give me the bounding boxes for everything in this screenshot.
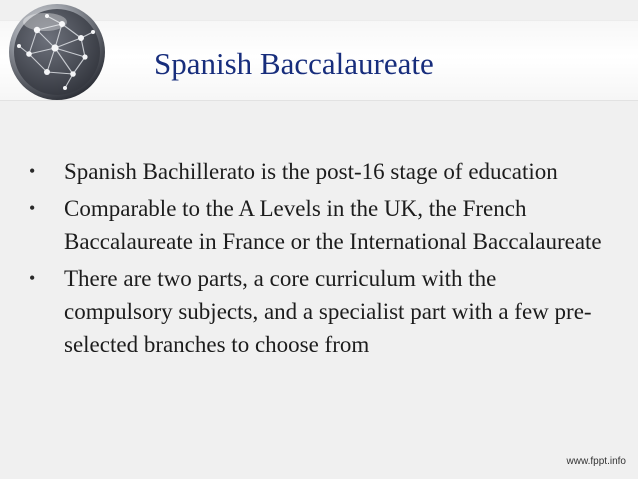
footer-credit: www.fppt.info <box>566 456 626 467</box>
bullet-item <box>0 192 638 258</box>
bullet-item <box>0 155 638 188</box>
bullet-dot-icon: • <box>29 161 36 181</box>
bullet-list <box>0 155 638 365</box>
network-globe-icon <box>7 2 107 102</box>
bullet-text: Comparable to the A Levels in the UK, the French Baccalaureate in France or the International Baccalaureate <box>64 196 602 254</box>
bullet-dot-icon: • <box>29 268 36 288</box>
bullet-dot-icon: • <box>29 198 36 218</box>
bullet-item <box>0 262 638 361</box>
slide-title: Spanish Baccalaureate <box>154 46 434 81</box>
bullet-text: Spanish Bachillerato is the post-16 stage of education <box>64 159 558 184</box>
bullet-text: There are two parts, a core curriculum with the compulsory subjects, and a specialist part with a few pre-selected branches to choose from <box>64 266 592 357</box>
